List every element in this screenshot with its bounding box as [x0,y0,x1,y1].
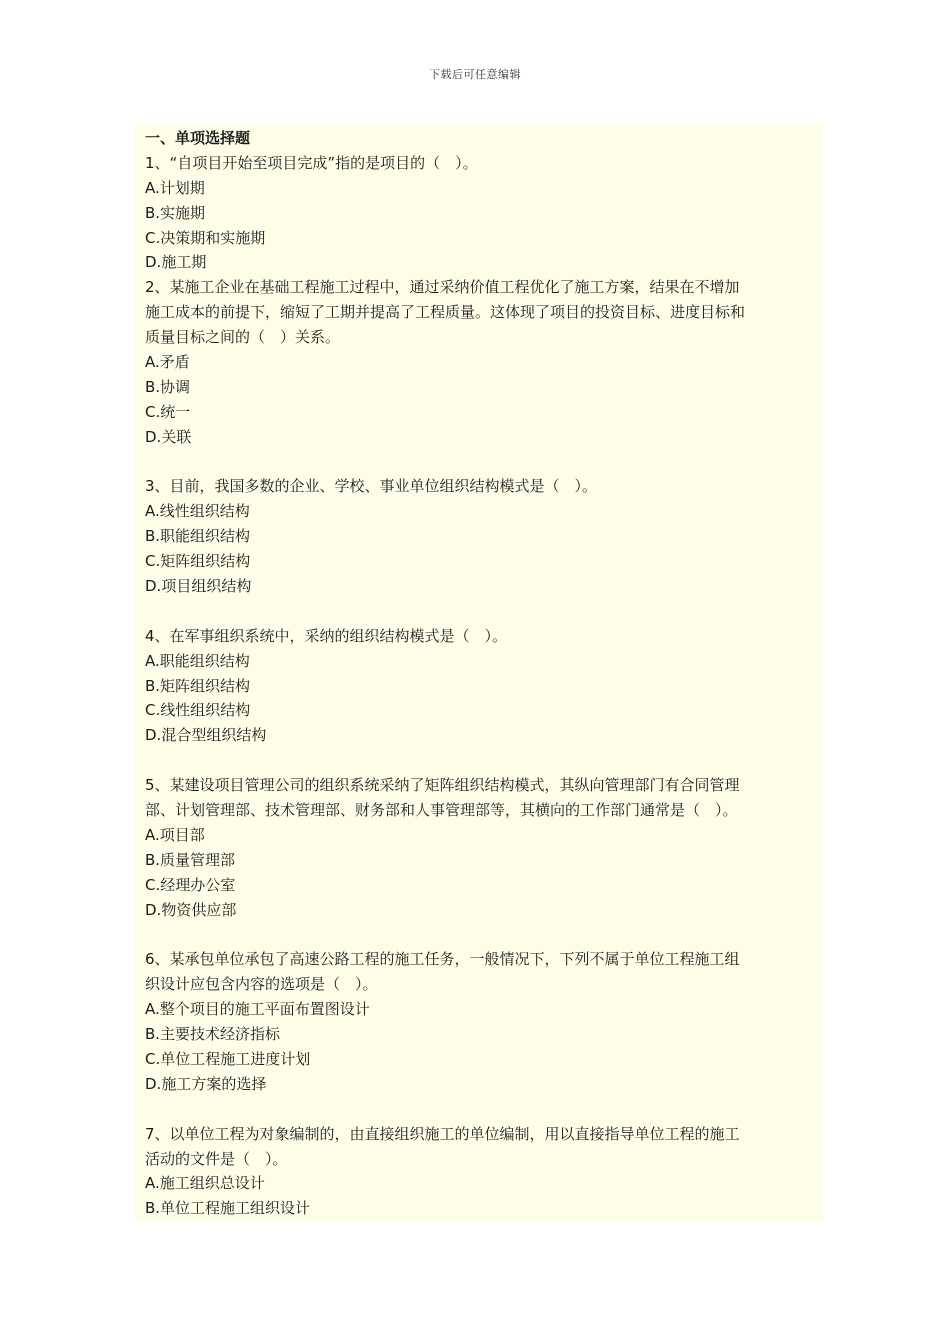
answer-option: A.计划期 [145,178,205,197]
answer-option: B.实施期 [145,203,206,222]
answer-option: A.施工组织总设计 [145,1174,265,1193]
answer-option: B.协调 [145,377,191,396]
question-stem-line: 7、以单位工程为对象编制的，由直接组织施工的单位编制，用以直接指导单位工程的施工 [145,1124,740,1143]
answer-option: C.线性组织结构 [145,701,251,720]
question-spacer [145,748,823,773]
question-stem-line: 质量目标之间的（ ）关系。 [145,328,341,347]
question-list [145,151,823,1221]
document-body [135,124,823,1221]
question-stem-line: 5、某建设项目管理公司的组织系统采纳了矩阵组织结构模式，其纵向管理部门有合同管理 [145,776,740,795]
answer-option: A.矛盾 [145,353,190,372]
answer-option: D.混合型组织结构 [145,726,267,745]
answer-option: D.项目组织结构 [145,577,252,596]
question-stem-line: 活动的文件是（ ）。 [145,1149,288,1168]
question-stem-line: 织设计应包含内容的选项是（ ）。 [145,975,378,994]
page-header: 下载后可任意编辑 [429,68,521,81]
question-2 [145,275,823,449]
answer-option: C.矩阵组织结构 [145,552,251,571]
question-5 [145,773,823,922]
answer-option: A.项目部 [145,825,205,844]
question-3 [145,474,823,598]
question-stem-line: 3、目前，我国多数的企业、学校、事业单位组织结构模式是（ ）。 [145,477,598,496]
question-stem-line: 部、计划管理部、技术管理部、财务部和人事管理部等，其横向的工作部门通常是（ ）。 [145,801,738,820]
answer-option: D.施工期 [145,253,207,272]
answer-option: C.经理办公室 [145,875,236,894]
answer-option: B.单位工程施工组织设计 [145,1199,311,1218]
answer-option: C.决策期和实施期 [145,228,266,247]
answer-option: D.施工方案的选择 [145,1074,267,1093]
question-spacer [145,450,823,475]
answer-option: C.统一 [145,402,191,421]
question-stem-line: 2、某施工企业在基础工程施工过程中，通过采纳价值工程优化了施工方案，结果在不增加 [145,278,740,297]
answer-option: D.物资供应部 [145,900,237,919]
question-stem-line: 施工成本的前提下，缩短了工期并提高了工程质量。这体现了项目的投资目标、进度目标和 [145,303,746,322]
answer-option: B.矩阵组织结构 [145,676,251,695]
question-spacer [145,599,823,624]
question-1 [145,151,823,275]
answer-option: D.关联 [145,427,192,446]
answer-option: C.单位工程施工进度计划 [145,1049,311,1068]
answer-option: B.主要技术经济指标 [145,1025,281,1044]
question-4 [145,624,823,748]
question-stem-line: 1、“自项目开始至项目完成”指的是项目的（ ）。 [145,153,478,172]
answer-option: B.质量管理部 [145,850,236,869]
answer-option: B.职能组织结构 [145,527,251,546]
question-7 [145,1122,823,1222]
question-spacer [145,923,823,948]
question-6 [145,947,823,1096]
question-stem-line: 6、某承包单位承包了高速公路工程的施工任务，一般情况下，下列不属于单位工程施工组 [145,950,740,969]
answer-option: A.整个项目的施工平面布置图设计 [145,1000,370,1019]
question-stem-line: 4、在军事组织系统中，采纳的组织结构模式是（ ）。 [145,626,508,645]
question-spacer [145,1097,823,1122]
section-title: 一、单项选择题 [145,129,251,147]
answer-option: A.职能组织结构 [145,651,250,670]
answer-option: A.线性组织结构 [145,502,250,521]
